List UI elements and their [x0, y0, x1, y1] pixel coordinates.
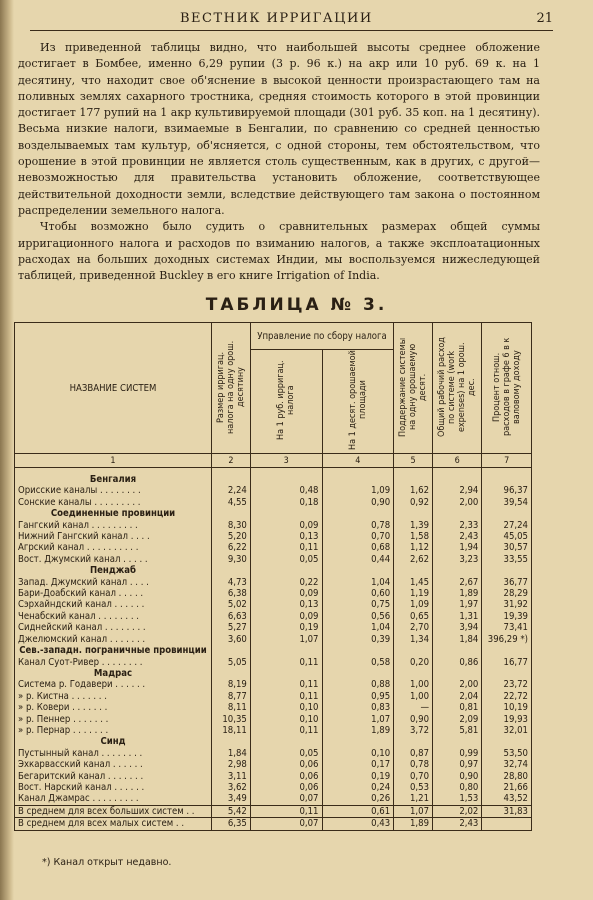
summary-name: В среднем для всех малых систем . .	[15, 818, 212, 830]
table-row	[15, 542, 532, 553]
value-cell: 32,01	[482, 725, 532, 736]
group-name: Синд	[15, 736, 212, 747]
value-cell: 2,62	[394, 554, 433, 565]
summary-value: 0,11	[250, 805, 322, 817]
value-cell: 0,06	[250, 771, 322, 782]
table-title: ТАБЛИЦА № 3.	[205, 295, 388, 315]
table-row	[15, 782, 532, 793]
value-cell: 1,58	[394, 531, 433, 542]
column-number: 4	[322, 454, 394, 468]
value-cell: 0,78	[322, 520, 394, 531]
value-cell: 27,24	[482, 520, 532, 531]
table-row	[15, 554, 532, 565]
value-cell	[394, 668, 433, 679]
value-cell: 28,80	[482, 771, 532, 782]
value-cell: 0,48	[250, 485, 322, 496]
value-cell: 2,98	[212, 759, 251, 770]
table-row	[15, 485, 532, 496]
value-cell	[250, 668, 322, 679]
value-cell	[322, 668, 394, 679]
value-cell	[322, 508, 394, 519]
group-row	[15, 645, 532, 656]
header-c6: Общий рабочий расход по системе (work expenses) на 1 орош. дес.	[433, 323, 482, 454]
value-cell: 96,37	[482, 485, 532, 496]
value-cell: 1,07	[250, 634, 322, 645]
system-name: Сиднейский канал . . . . . . . .	[15, 622, 212, 633]
value-cell: 0,53	[394, 782, 433, 793]
value-cell: 1,45	[394, 577, 433, 588]
value-cell: 0,13	[250, 531, 322, 542]
value-cell: 3,60	[212, 634, 251, 645]
value-cell	[394, 565, 433, 576]
group-name: Пенджаб	[15, 565, 212, 576]
value-cell	[212, 508, 251, 519]
value-cell	[322, 645, 394, 656]
system-name: Бегаритский канал . . . . . . .	[15, 771, 212, 782]
value-cell: 0,07	[250, 793, 322, 805]
column-number: 3	[250, 454, 322, 468]
value-cell	[212, 668, 251, 679]
value-cell: 0,87	[394, 748, 433, 759]
summary-row	[15, 805, 532, 817]
header-c4: На 1 десят. орошаемой площади	[322, 350, 394, 454]
header-c7: Процент отнош. расходов в графе 6 в к валовому доходу	[482, 323, 532, 454]
value-cell: 0,60	[322, 588, 394, 599]
system-name: Вост. Джумский канал . . . . .	[15, 554, 212, 565]
value-cell: 3,11	[212, 771, 251, 782]
summary-value: 31,83	[482, 805, 532, 817]
value-cell: 0,09	[250, 520, 322, 531]
value-cell: 0,10	[322, 748, 394, 759]
value-cell: 0,58	[322, 657, 394, 668]
value-cell: 39,54	[482, 497, 532, 508]
value-cell: 1,12	[394, 542, 433, 553]
table-row	[15, 577, 532, 588]
system-name: Система р. Годавери . . . . . .	[15, 679, 212, 690]
value-cell	[482, 668, 532, 679]
value-cell	[250, 474, 322, 485]
value-cell: 1,84	[433, 634, 482, 645]
value-cell: 1,00	[394, 679, 433, 690]
value-cell	[394, 474, 433, 485]
value-cell: 0,78	[394, 759, 433, 770]
system-name: Джелюмский канал . . . . . . .	[15, 634, 212, 645]
value-cell: 1,19	[394, 588, 433, 599]
value-cell: 0,13	[250, 599, 322, 610]
table-row	[15, 702, 532, 713]
table-row	[15, 679, 532, 690]
group-row	[15, 668, 532, 679]
system-name: Орисские каналы . . . . . . . .	[15, 485, 212, 496]
value-cell: 23,72	[482, 679, 532, 690]
value-cell: —	[394, 702, 433, 713]
value-cell: 0,11	[250, 691, 322, 702]
value-cell: 0,22	[250, 577, 322, 588]
summary-value: 1,89	[394, 818, 433, 830]
summary-value: 2,43	[433, 818, 482, 830]
column-numbers-row	[15, 454, 532, 468]
value-cell	[433, 736, 482, 747]
running-header	[30, 8, 553, 31]
value-cell: 0,70	[394, 771, 433, 782]
value-cell	[433, 474, 482, 485]
value-cell: 1,94	[433, 542, 482, 553]
summary-value: 5,42	[212, 805, 251, 817]
group-row	[15, 474, 532, 485]
value-cell: 0,11	[250, 657, 322, 668]
paragraph-1: Из приведенной таблицы видно, что наибольшей высоты среднее обложение достигает в Бомбее, именно 6,29 рупии (3 р. 96 к.) на акр или 10 руб. 69 к. на 1 десятину, что находит свое об'яснение в высокой ценности произрастающего там на поливных землях сахарного тростника, средняя стоимость которого в этой провинции достигает 177 рупий на 1 акр культивируемой площади (301 руб. 35 коп. на 1 десятину). Весьма низкие налоги, взимаемые в Бенгалии, по сравнению со средней ценностью возделываемых там культур, об'ясняется, с одной стороны, тем обстоятельством, что орошение в этой провинции не является столь существенным, как в других, с другой—невозможностью для правительства установить обложение, соответствующее действительной доходности земли, вследствие действующего там закона о постоянном распределении земельного налога.	[18, 41, 540, 217]
value-cell	[433, 508, 482, 519]
value-cell	[212, 645, 251, 656]
system-name: » р. Кистна . . . . . . .	[15, 691, 212, 702]
system-name: Запад. Джумский канал . . . .	[15, 577, 212, 588]
value-cell: 30,57	[482, 542, 532, 553]
value-cell	[482, 508, 532, 519]
value-cell: 28,29	[482, 588, 532, 599]
value-cell	[482, 736, 532, 747]
irrigation-table	[14, 322, 532, 831]
value-cell: 2,00	[433, 497, 482, 508]
value-cell: 6,38	[212, 588, 251, 599]
table-row	[15, 520, 532, 531]
value-cell	[322, 736, 394, 747]
value-cell: 6,22	[212, 542, 251, 553]
value-cell: 1,00	[394, 691, 433, 702]
value-cell	[433, 645, 482, 656]
table-row	[15, 634, 532, 645]
value-cell: 19,39	[482, 611, 532, 622]
system-name: Ченабский канал . . . . . . . .	[15, 611, 212, 622]
value-cell	[250, 508, 322, 519]
value-cell: 0,90	[322, 497, 394, 508]
value-cell: 2,00	[433, 679, 482, 690]
journal-title: ВЕСТНИК ИРРИГАЦИИ	[180, 11, 373, 26]
value-cell	[482, 645, 532, 656]
value-cell: 2,09	[433, 714, 482, 725]
footnote: *) Канал открыт недавно.	[42, 857, 172, 868]
value-cell	[212, 736, 251, 747]
table-row	[15, 793, 532, 805]
table-row	[15, 611, 532, 622]
value-cell: 2,70	[394, 622, 433, 633]
column-number: 1	[15, 454, 212, 468]
value-cell: 0,19	[250, 622, 322, 633]
value-cell: 0,90	[394, 714, 433, 725]
table-row	[15, 759, 532, 770]
value-cell: 1,97	[433, 599, 482, 610]
system-name: Эхкарвасский канал . . . . . .	[15, 759, 212, 770]
value-cell: 6,63	[212, 611, 251, 622]
table-row	[15, 588, 532, 599]
system-name: Вост. Нарский канал . . . . . .	[15, 782, 212, 793]
value-cell: 33,55	[482, 554, 532, 565]
table-row	[15, 657, 532, 668]
value-cell: 0,99	[433, 748, 482, 759]
value-cell: 2,94	[433, 485, 482, 496]
summary-value	[482, 818, 532, 830]
value-cell: 0,19	[322, 771, 394, 782]
group-row	[15, 508, 532, 519]
header-c5: Поддержание системы на одну орошаемую десят.	[394, 323, 433, 454]
value-cell: 0,09	[250, 588, 322, 599]
book-spine-shadow	[0, 0, 14, 900]
value-cell: 0,80	[433, 782, 482, 793]
summary-value: 0,61	[322, 805, 394, 817]
value-cell: 45,05	[482, 531, 532, 542]
value-cell: 0,65	[394, 611, 433, 622]
group-row	[15, 736, 532, 747]
value-cell: 0,83	[322, 702, 394, 713]
system-name: » р. Пернар . . . . . . .	[15, 725, 212, 736]
value-cell: 8,30	[212, 520, 251, 531]
value-cell: 0,11	[250, 725, 322, 736]
value-cell: 2,24	[212, 485, 251, 496]
value-cell: 0,10	[250, 714, 322, 725]
system-name: Бари-Доабский канал . . . . .	[15, 588, 212, 599]
value-cell: 36,77	[482, 577, 532, 588]
column-number: 6	[433, 454, 482, 468]
value-cell: 1,39	[394, 520, 433, 531]
value-cell: 1,04	[322, 622, 394, 633]
table-row	[15, 714, 532, 725]
header-name: НАЗВАНИЕ СИСТЕМ	[15, 323, 212, 454]
value-cell	[212, 565, 251, 576]
value-cell: 0,11	[250, 679, 322, 690]
value-cell: 4,73	[212, 577, 251, 588]
value-cell: 1,09	[322, 485, 394, 496]
value-cell	[322, 565, 394, 576]
value-cell: 1,09	[394, 599, 433, 610]
summary-value: 0,43	[322, 818, 394, 830]
value-cell	[250, 736, 322, 747]
system-name: Гангский канал . . . . . . . . .	[15, 520, 212, 531]
value-cell: 3,94	[433, 622, 482, 633]
value-cell: 0,70	[322, 531, 394, 542]
system-name: » р. Пеннер . . . . . . .	[15, 714, 212, 725]
value-cell: 0,05	[250, 554, 322, 565]
value-cell: 0,97	[433, 759, 482, 770]
header-group: Управление по сбору налога	[250, 323, 393, 350]
value-cell: 3,72	[394, 725, 433, 736]
value-cell: 0,05	[250, 748, 322, 759]
value-cell: 10,19	[482, 702, 532, 713]
value-cell: 2,04	[433, 691, 482, 702]
column-number: 5	[394, 454, 433, 468]
value-cell: 5,02	[212, 599, 251, 610]
value-cell: 1,53	[433, 793, 482, 805]
value-cell: 0,95	[322, 691, 394, 702]
value-cell: 3,23	[433, 554, 482, 565]
value-cell: 1,89	[322, 725, 394, 736]
value-cell: 4,55	[212, 497, 251, 508]
value-cell: 1,34	[394, 634, 433, 645]
summary-value: 0,07	[250, 818, 322, 830]
value-cell: 1,84	[212, 748, 251, 759]
value-cell: 5,20	[212, 531, 251, 542]
system-name: Нижний Гангский канал . . . .	[15, 531, 212, 542]
value-cell: 1,62	[394, 485, 433, 496]
page-number: 21	[536, 11, 553, 26]
group-row	[15, 565, 532, 576]
value-cell: 19,93	[482, 714, 532, 725]
system-name: Сэрхайндский канал . . . . . .	[15, 599, 212, 610]
header-c2: Размер ирригац. налога на одну орош. десятину	[212, 323, 251, 454]
value-cell: 0,06	[250, 782, 322, 793]
value-cell: 43,52	[482, 793, 532, 805]
value-cell: 0,18	[250, 497, 322, 508]
column-number: 2	[212, 454, 251, 468]
system-name: » р. Ковери . . . . . . .	[15, 702, 212, 713]
group-name: Бенгалия	[15, 474, 212, 485]
value-cell	[322, 474, 394, 485]
table-row	[15, 748, 532, 759]
value-cell	[482, 565, 532, 576]
system-name: Канал Джамрас . . . . . . . . .	[15, 793, 212, 805]
value-cell: 32,74	[482, 759, 532, 770]
table-body	[15, 468, 532, 831]
value-cell: 2,33	[433, 520, 482, 531]
value-cell: 0,06	[250, 759, 322, 770]
value-cell: 9,30	[212, 554, 251, 565]
value-cell: 0,26	[322, 793, 394, 805]
system-name: Пустынный канал . . . . . . . .	[15, 748, 212, 759]
value-cell: 0,81	[433, 702, 482, 713]
value-cell	[433, 668, 482, 679]
table-row	[15, 725, 532, 736]
table-row	[15, 691, 532, 702]
value-cell: 1,07	[322, 714, 394, 725]
value-cell: 8,19	[212, 679, 251, 690]
value-cell: 1,04	[322, 577, 394, 588]
value-cell: 0,24	[322, 782, 394, 793]
value-cell: 0,20	[394, 657, 433, 668]
value-cell: 0,88	[322, 679, 394, 690]
value-cell	[482, 474, 532, 485]
value-cell: 10,35	[212, 714, 251, 725]
system-name: Сонские каналы . . . . . . . . .	[15, 497, 212, 508]
value-cell: 0,10	[250, 702, 322, 713]
value-cell: 18,11	[212, 725, 251, 736]
column-number: 7	[482, 454, 532, 468]
body-text	[18, 40, 540, 284]
value-cell: 5,27	[212, 622, 251, 633]
value-cell: 2,67	[433, 577, 482, 588]
value-cell: 0,92	[394, 497, 433, 508]
value-cell: 16,77	[482, 657, 532, 668]
value-cell: 0,75	[322, 599, 394, 610]
value-cell: 1,89	[433, 588, 482, 599]
table-row	[15, 771, 532, 782]
value-cell: 8,77	[212, 691, 251, 702]
system-name: Агрский канал . . . . . . . . . .	[15, 542, 212, 553]
value-cell	[394, 736, 433, 747]
value-cell: 0,86	[433, 657, 482, 668]
value-cell: 53,50	[482, 748, 532, 759]
value-cell	[394, 508, 433, 519]
group-name: Сев.-западн. пограничные провинции	[15, 645, 212, 656]
paragraph-2: Чтобы возможно было судить о сравнительных размерах общей суммы ирригационного налога и расходов по взиманию налогов, а также эксплоатационных расходах на больших доходных системах Индии, мы воспользуемся нижеследующей таблицей, приведенной Buckley в его книге Irrigation of India.	[18, 220, 540, 283]
value-cell	[250, 565, 322, 576]
value-cell: 8,11	[212, 702, 251, 713]
value-cell: 0,90	[433, 771, 482, 782]
value-cell: 0,68	[322, 542, 394, 553]
table-row	[15, 599, 532, 610]
summary-row	[15, 818, 532, 830]
value-cell: 0,39	[322, 634, 394, 645]
value-cell: 73,41	[482, 622, 532, 633]
table-row	[15, 531, 532, 542]
summary-value: 6,35	[212, 818, 251, 830]
header-c3: На 1 руб. ирригац. налога	[250, 350, 322, 454]
value-cell: 1,31	[433, 611, 482, 622]
value-cell: 21,66	[482, 782, 532, 793]
summary-value: 2,02	[433, 805, 482, 817]
value-cell: 3,49	[212, 793, 251, 805]
value-cell: 0,56	[322, 611, 394, 622]
value-cell	[212, 474, 251, 485]
summary-value: 1,07	[394, 805, 433, 817]
value-cell: 5,05	[212, 657, 251, 668]
value-cell: 0,09	[250, 611, 322, 622]
value-cell: 22,72	[482, 691, 532, 702]
system-name: Канал Суот-Ривер . . . . . . . .	[15, 657, 212, 668]
group-name: Соединенные провинции	[15, 508, 212, 519]
table-row	[15, 622, 532, 633]
summary-name: В среднем для всех больших систем . .	[15, 805, 212, 817]
value-cell: 0,17	[322, 759, 394, 770]
value-cell: 1,21	[394, 793, 433, 805]
value-cell	[250, 645, 322, 656]
value-cell: 0,44	[322, 554, 394, 565]
value-cell: 2,43	[433, 531, 482, 542]
value-cell: 3,62	[212, 782, 251, 793]
value-cell	[433, 565, 482, 576]
table-row	[15, 497, 532, 508]
value-cell: 396,29 *)	[482, 634, 532, 645]
group-name: Мадрас	[15, 668, 212, 679]
value-cell: 5,81	[433, 725, 482, 736]
value-cell: 31,92	[482, 599, 532, 610]
value-cell	[394, 645, 433, 656]
value-cell: 0,11	[250, 542, 322, 553]
